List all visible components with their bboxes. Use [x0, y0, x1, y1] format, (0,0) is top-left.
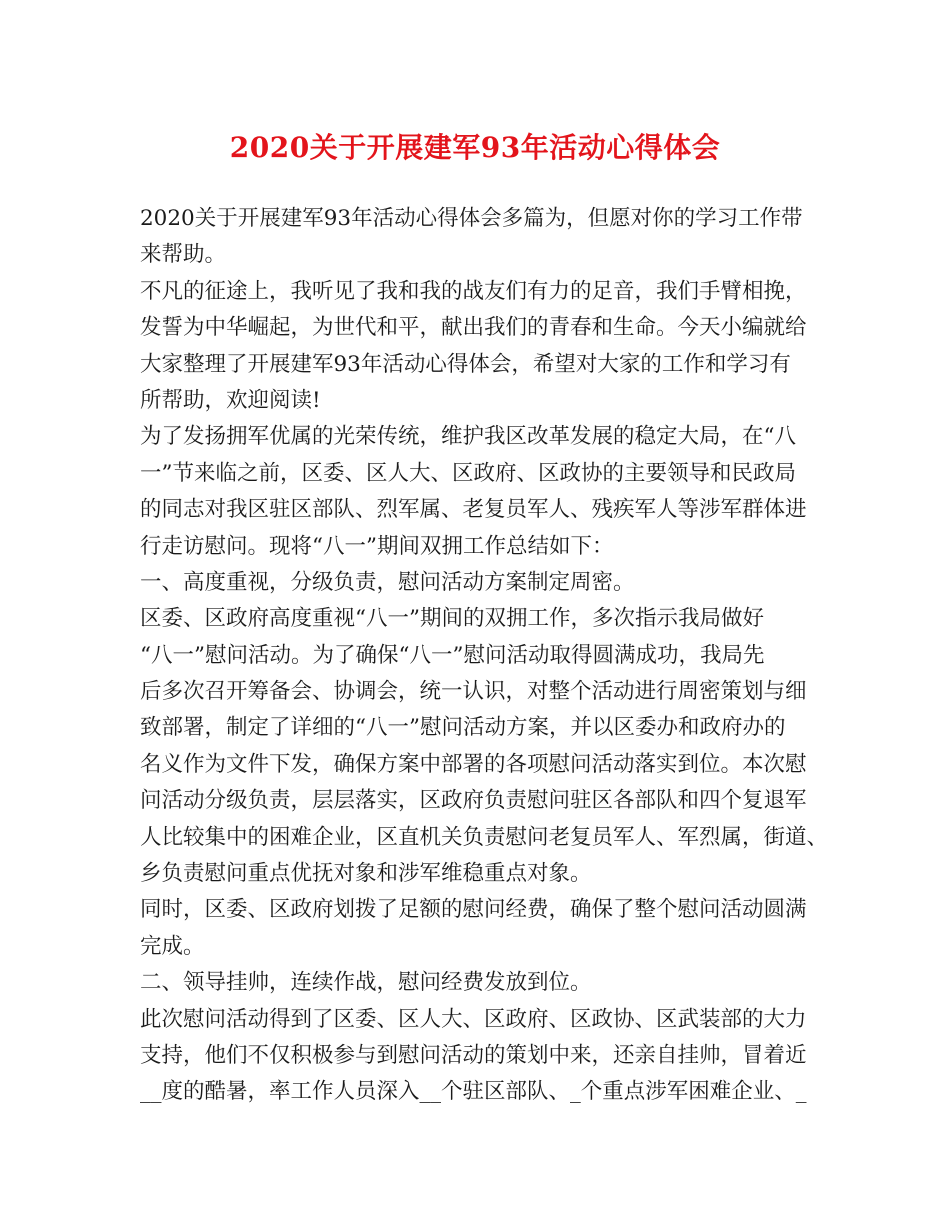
body-line: 支持，他们不仅积极参与到慰问活动的策划中来，还亲自挂帅，冒着近 [140, 1042, 807, 1068]
body-line: __度的酷暑，率工作人员深入__个驻区部队、_个重点涉军困难企业、_ [140, 1079, 807, 1105]
body-line: 二、领导挂帅，连续作战，慰问经费发放到位。 [140, 970, 592, 996]
body-line: 2020关于开展建军93年活动心得体会多篇为，但愿对你的学习工作带 [140, 206, 803, 231]
body-line: 一”节来临之前，区委、区人大、区政府、区政协的主要领导和民政局 [140, 460, 796, 486]
body-line: 名义作为文件下发，确保方案中部署的各项慰问活动落实到位。本次慰 [140, 751, 807, 777]
body-line: 来帮助。 [140, 242, 227, 268]
body-line: 行走访慰问。现将“八一”期间双拥工作总结如下： [140, 533, 614, 559]
body-line: 人比较集中的困难企业，区直机关负责慰问老复员军人、军烈属，街道、 [140, 824, 829, 850]
body-line: 乡负责慰问重点优抚对象和涉军维稳重点对象。 [140, 861, 592, 887]
body-line: 的同志对我区驻区部队、烈军属、老复员军人、残疾军人等涉军群体进 [140, 497, 807, 523]
body-line: 致部署，制定了详细的“八一”慰问活动方案，并以区委办和政府办的 [140, 715, 786, 741]
body-line: 完成。 [140, 933, 205, 959]
body-line: 同时，区委、区政府划拨了足额的慰问经费，确保了整个慰问活动圆满 [140, 897, 807, 923]
body-line: 发誓为中华崛起，为世代和平，献出我们的青春和生命。今天小编就给 [140, 315, 807, 341]
body-line: 问活动分级负责，层层落实，区政府负责慰问驻区各部队和四个复退军 [140, 788, 807, 814]
document-title: 2020关于开展建军93年活动心得体会 [229, 131, 721, 164]
document-body [140, 201, 830, 1111]
body-line: 大家整理了开展建军93年活动心得体会，希望对大家的工作和学习有 [140, 351, 791, 377]
body-line: 此次慰问活动得到了区委、区人大、区政府、区政协、区武装部的大力 [140, 1006, 807, 1032]
body-line: 不凡的征途上，我听见了我和我的战友们有力的足音，我们手臂相挽， [140, 278, 807, 304]
body-line: 为了发扬拥军优属的光荣传统，维护我区改革发展的稳定大局，在“八 [140, 424, 796, 450]
body-line: 区委、区政府高度重视“八一”期间的双拥工作，多次指示我局做好 [140, 606, 764, 632]
body-line: 后多次召开筹备会、协调会，统一认识，对整个活动进行周密策划与细 [140, 679, 807, 705]
body-line: 一、高度重视，分级负责，慰问活动方案制定周密。 [140, 569, 635, 595]
body-line: 所帮助，欢迎阅读! [140, 387, 321, 413]
body-line: “八一”慰问活动。为了确保“八一”慰问活动取得圆满成功，我局先 [140, 642, 765, 668]
